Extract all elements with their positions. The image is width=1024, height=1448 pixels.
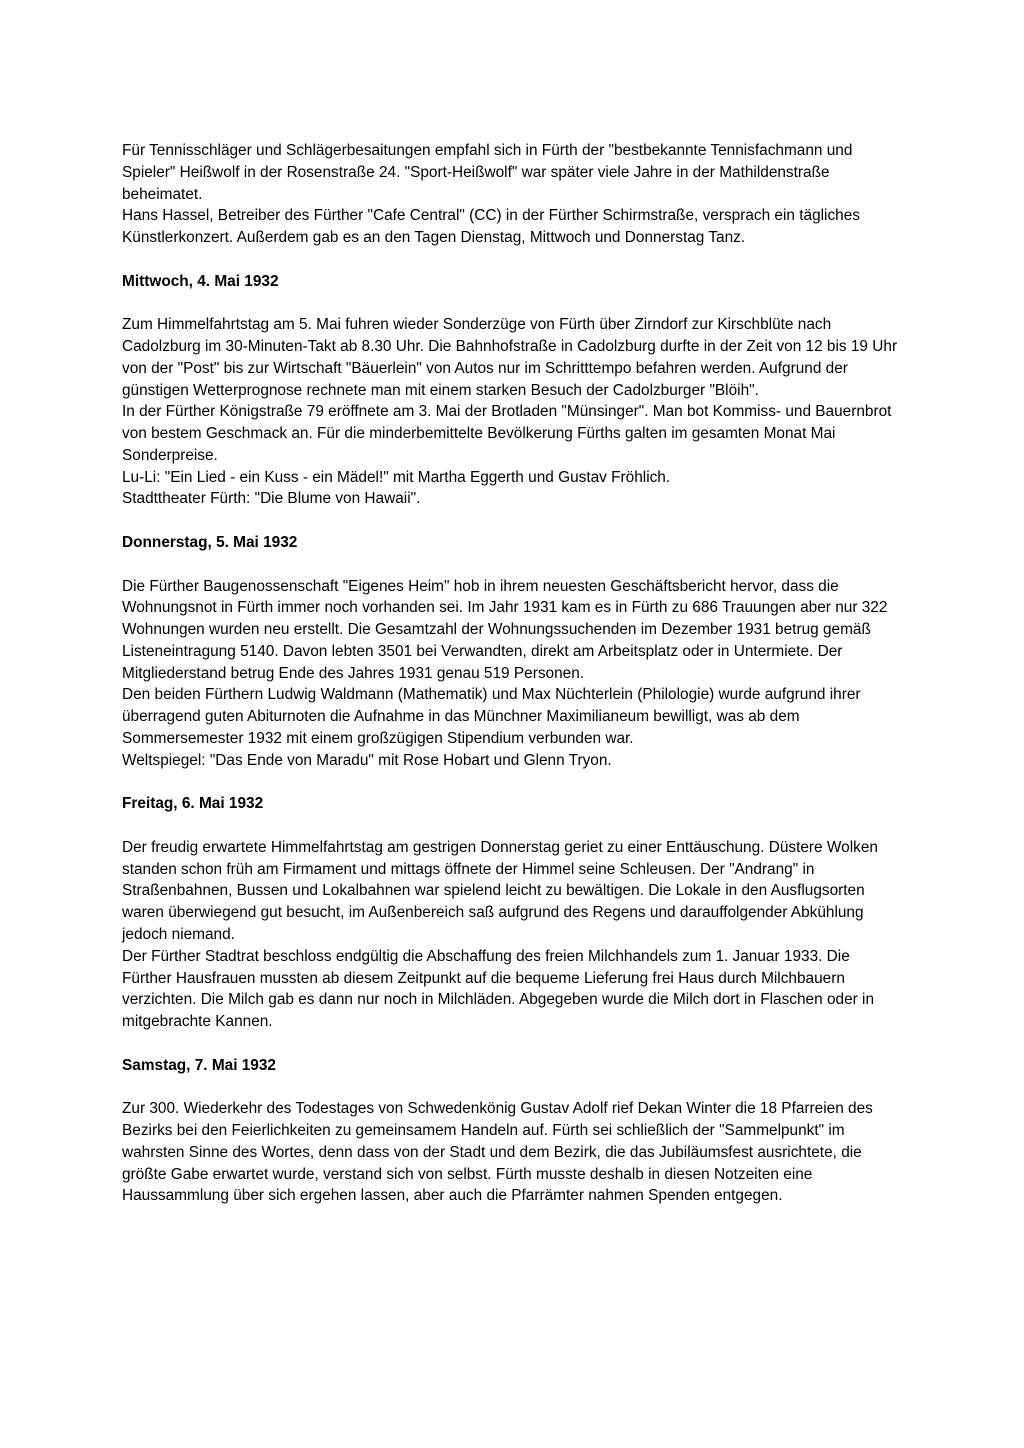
section-heading-samstag-7-mai-1932: Samstag, 7. Mai 1932 — [122, 1056, 276, 1074]
document-page — [122, 140, 902, 1229]
section-paragraph: Der Fürther Stadtrat beschloss endgültig die Abschaffung des freien Milchhandels zum 1. Januar 1933. Die Fürther Hausfrauen mussten ab diesem Zeitpunkt auf die bequeme Lieferung frei Haus durch Milchbauern verzichten. Die Milch gab es dann nur noch in Milchläden. Abgegeben wurde die Milch dort in Flaschen oder in mitgebrachte Kannen. — [122, 947, 875, 1031]
section-paragraph: Die Fürther Baugenossenschaft "Eigenes Heim" hob in ihrem neuesten Geschäftsbericht hervor, dass die Wohnungsnot in Fürth immer noch vorhanden sei. Im Jahr 1931 kam es in Fürth zu 686 Trauungen aber nur 322 Wohnungen wurden neu erstellt. Die Gesamtzahl der Wohnungssuchenden im Dezember 1931 betrug gemäß Listeneintragung 5140. Davon lebten 3501 bei Verwandten, direkt am Arbeitsplatz oder in Untermiete. Der Mitgliederstand betrug Ende des Jahres 1931 genau 519 Personen. — [122, 577, 888, 682]
section-paragraph: Stadttheater Fürth: "Die Blume von Hawaii". — [122, 490, 421, 508]
section-paragraph: Weltspiegel: "Das Ende von Maradu" mit Rose Hobart und Glenn Tryon. — [122, 751, 612, 769]
section-heading-freitag-6-mai-1932: Freitag, 6. Mai 1932 — [122, 795, 264, 813]
intro-paragraph-group — [122, 140, 902, 249]
intro-paragraph: Für Tennisschläger und Schlägerbesaitungen empfahl sich in Fürth der "bestbekannte Tennisfachmann und Spieler" Heißwolf in der Rosenstraße 24. "Sport-Heißwolf" war später viele Jahre in der Mathildenstraße beheimatet. — [122, 142, 853, 203]
section-paragraph: Zur 300. Wiederkehr des Todestages von Schwedenkönig Gustav Adolf rief Dekan Winter die 18 Pfarreien des Bezirks bei den Feierlichkeiten zu gemeinsamem Handeln auf. Fürth sei schließlich der "Sammelpunkt" im wahrsten Sinne des Wortes, denn dass von der Stadt und dem Bezirk, die das Jubiläumsfest ausrichtete, die größte Gabe erwartet wurde, verstand sich von selbst. Fürth musste deshalb in diesen Notzeiten eine Haussammlung über sich ergehen lassen, aber auch die Pfarrämter nahmen Spenden entgegen. — [122, 1100, 873, 1205]
section-paragraph-group-mittwoch — [122, 314, 902, 510]
section-paragraph: Der freudig erwartete Himmelfahrtstag am gestrigen Donnerstag geriet zu einer Enttäuschung. Düstere Wolken standen schon früh am Firmament und mittags öffnete der Himmel seine Schleusen. Der "Andrang" in Straßenbahnen, Bussen und Lokalbahnen war spielend leicht zu bewältigen. Die Lokale in den Ausflugsorten waren überwiegend gut besucht, im Außenbereich saß aufgrund des Regens und darauffolgender Abkühlung jedoch niemand. — [122, 838, 878, 944]
section-paragraph: Zum Himmelfahrtstag am 5. Mai fuhren wieder Sonderzüge von Fürth über Zirndorf zur Kirschblüte nach Cadolzburg im 30-Minuten-Takt ab 8.30 Uhr. Die Bahnhofstraße in Cadolzburg durfte in der Zeit von 12 bis 19 Uhr von der "Post" bis zur Wirtschaft "Bäuerlein" von Autos nur im Schritttempo befahren werden. Aufgrund der günstigen Wetterprognose rechnete man mit einem starken Besuch der Cadolzburger "Blöih". — [122, 316, 898, 399]
section-paragraph-group-freitag — [122, 837, 902, 1033]
section-heading-donnerstag-5-mai-1932: Donnerstag, 5. Mai 1932 — [122, 534, 298, 552]
section-heading-mittwoch-4-mai-1932: Mittwoch, 4. Mai 1932 — [122, 272, 279, 290]
section-paragraph-group-samstag — [122, 1098, 902, 1207]
section-paragraph: Den beiden Fürthern Ludwig Waldmann (Mathematik) und Max Nüchterlein (Philologie) wurde aufgrund ihrer überragend guten Abiturnoten die Aufnahme in das Münchner Maximilianeum bewilligt, was ab dem Sommersemester 1932 mit einem großzügigen Stipendium verbunden war. — [122, 686, 861, 748]
section-paragraph: Lu-Li: "Ein Lied - ein Kuss - ein Mädel!" mit Martha Eggerth und Gustav Fröhlich. — [122, 468, 671, 486]
section-paragraph-group-donnerstag — [122, 576, 902, 772]
section-paragraph: In der Fürther Königstraße 79 eröffnete am 3. Mai der Brotladen "Münsinger". Man bot Kommiss- und Bauernbrot von bestem Geschmack an. Für die minderbemittelte Bevölkerung Fürths galten im gesamten Monat Mai Sonderpreise. — [122, 403, 892, 464]
intro-paragraph: Hans Hassel, Betreiber des Fürther "Cafe Central" (CC) in der Fürther Schirmstraße, versprach ein tägliches Künstlerkonzert. Außerdem gab es an den Tagen Dienstag, Mittwoch und Donnerstag Tanz. — [122, 207, 860, 247]
